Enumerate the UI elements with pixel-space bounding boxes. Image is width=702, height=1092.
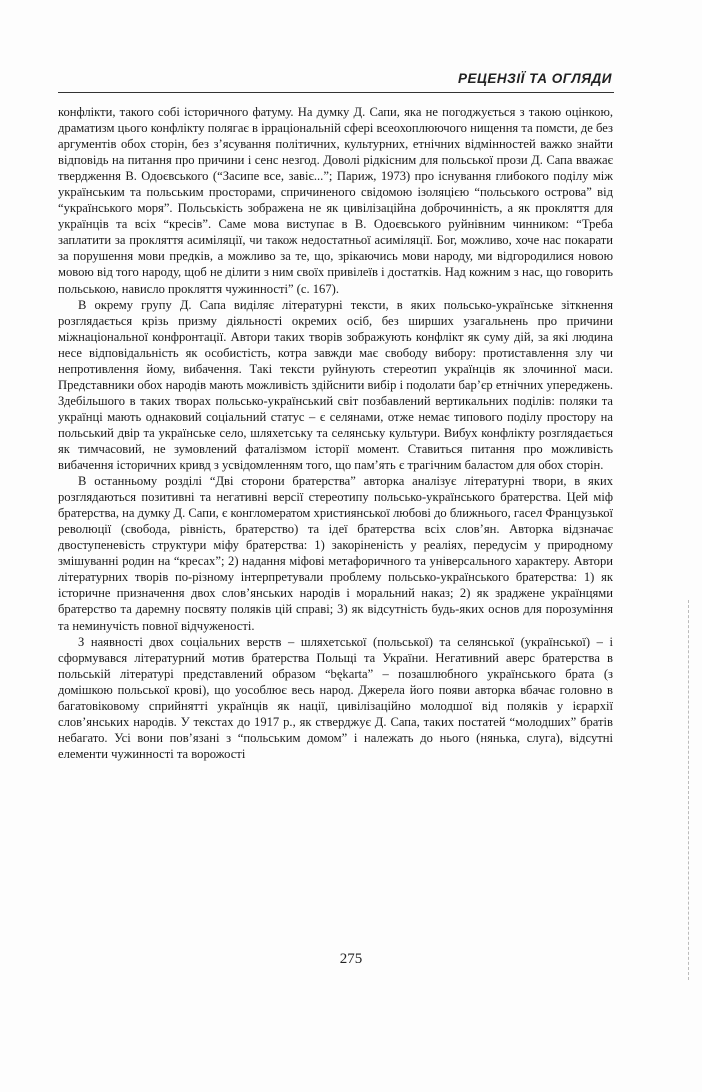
paragraph-1: конфлікти, такого собі історичного фатуму. На думку Д. Сапи, яка не погоджується з такою оцінкою, драматизм цього конфлікту полягає в ірраціональній сфері всеохоплюючого нищення та помсти, де без аргументів обох сторін, без з’ясування політичних, культурних, етнічних відмінностей важко знайти відповідь на питання про причини і сенс незгод. Доволі рідкісним для польської прози Д. Сапа вважає твердження В. Одоєвського (“Засипе все, завіє...”; Париж, 1973) про існування глибокого поділу між українським та польським просторами, спричиненого свідомою ізоляцією “польського острова” від “українського моря”. Польськість зображена не як цивілізаційна доброчинність, а як прокляття для українців та всіх “кресів”. Саме мова виступає в В. Одоєвського руйнівним чинником: “Треба заплатити за прокляття асиміляції, чи також недостатньої асиміляції. Бог, можливо, хоче нас покарати за порушення мови предків, а можливо за те, що, зрікаючись мови народу, ми відгородилися новою мовою від того народу, щоб не ділити з ним своїх привілеїв і достатків. Над кожним з нас, що говорить польською, нависло прокляття чужинності” (с. 167). [58, 105, 613, 296]
paragraph-3: В останньому розділі “Дві сторони братерства” авторка аналізує літературні твори, в яких розглядаються позитивні та негативні версії стереотипу польсько-українського братерства. Цей міф братерства, на думку Д. Сапи, є конгломератом християнської любові до ближнього, гасел Французької революції (свобода, рівність, братерство) та ідеї братерства всіх слов’ян. Авторка відзначає двоступеневість структури міфу братерства: 1) закоріненість у реаліях, передусім у природному змішуванні родин на “кресах”; 2) надання міфові метафоричного та універсального характеру. Автори літературних творів по-різному інтерпретували проблему польсько-українського братерства: 1) як історичне призначення двох слов’янських народів і моральний наказ; 2) як зраджене українцями братерство та даремну посвяту поляків цій справі; 3) як відсутність будь-яких основ для порозуміння та неминучість повної відчуженості. [58, 474, 614, 633]
header-rule [58, 92, 614, 93]
paragraph-4: З наявності двох соціальних верств – шляхетської (польської) та селянської (української) – і сформувався літературний мотив братерства Польщі та України. Негативний аверс братерства в польській літературі представлений образом “bękarta” – позашлюбного українського брата (з домішкою польської крові), що уособлює весь народ. Джерела його появи авторка вбачає головно в багатовіковому сприйнятті українців як нації, цивілізаційно молодшої від поляків у ієрархії слов’янських народів. У текстах до 1917 р., як стверджує Д. Сапа, таких постатей “молодших” братів небагато. Усі вони пов’язані з “польським домом” і належать до нього (нянька, слуга), відсутні елементи чужинності та ворожості [58, 634, 613, 761]
running-header: РЕЦЕНЗІЇ ТА ОГЛЯДИ [458, 71, 612, 86]
page-number: 275 [339, 951, 363, 967]
scan-edge-divider [688, 600, 689, 980]
body-text [58, 104, 613, 762]
paragraph-2: В окрему групу Д. Сапа виділяє літературні тексти, в яких польсько-українське зіткнення розглядається крізь призму діяльності окремих осіб, без ширших узагальнень про причини міжнаціональної конфронтації. Автори таких творів зображують конфлікт як суму дій, за які людина несе відповідальність як особистість, котра завжди має свободу вибору: протиставлення злу чи непротивлення йому, вибачення. Такі тексти руйнують стереотип українців як злочинної маси. Представники обох народів мають можливість здійснити вибір і подолати бар’єр етнічних упереджень. Здебільшого в таких творах польсько-український світ позбавлений вертикальних поділів: поляки та українці мають однаковий соціальний статус – є селянами, отже немає типового поділу простору на польський двір та українське село, шляхетську та селянську культури. Вибух конфлікту розглядається як тимчасовий, не зумовлений фаталізмом історії момент. Ставиться питання про можливість вибачення історичних кривд з усвідомленням того, що пам’ять є трагічним баластом для обох сторін. [58, 297, 613, 473]
